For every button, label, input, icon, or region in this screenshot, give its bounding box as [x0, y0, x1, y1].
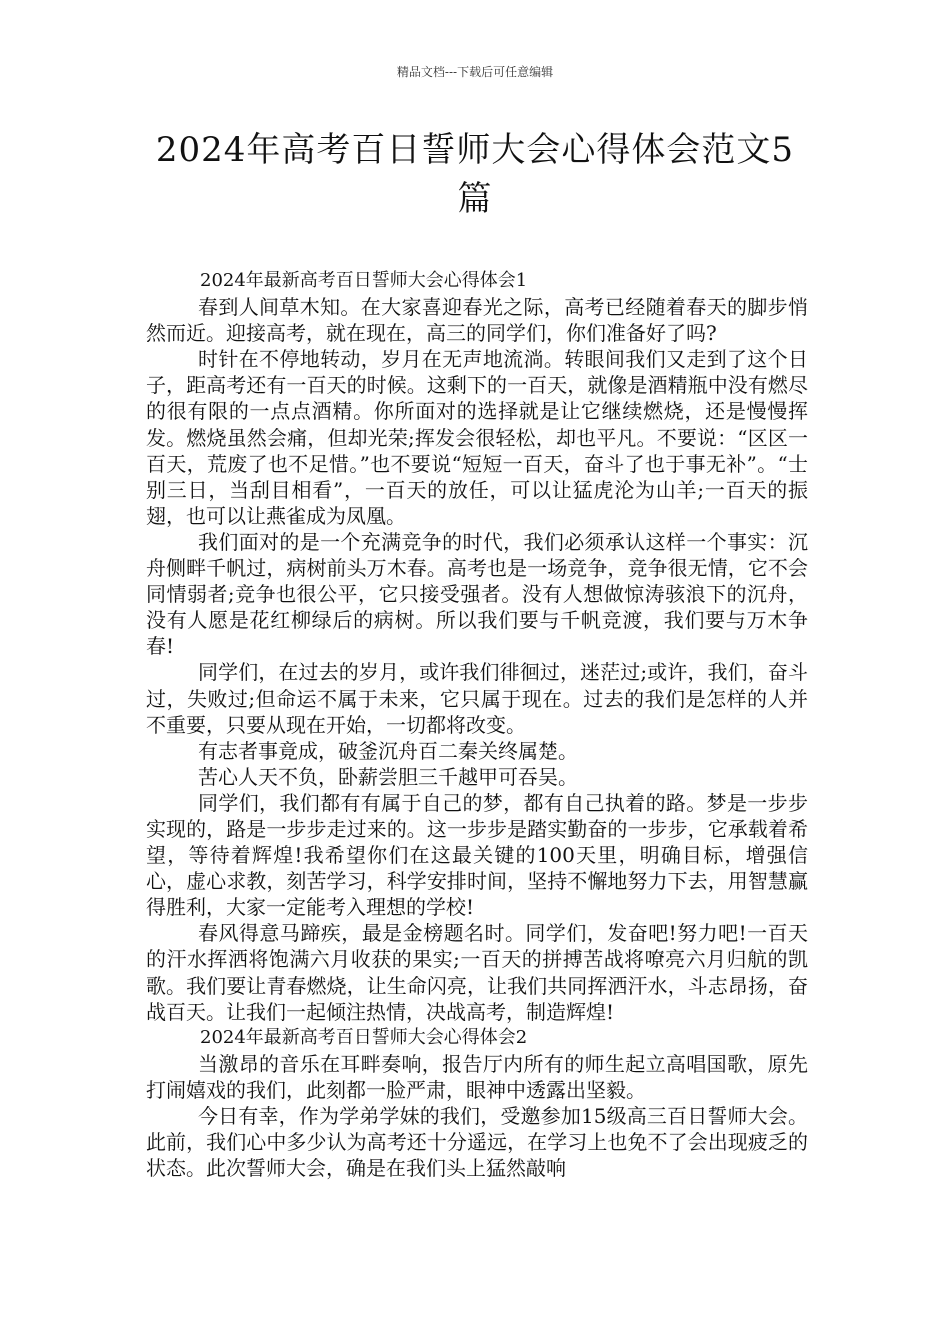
paragraph: 我们面对的是一个充满竞争的时代，我们必须承认这样一个事实：沉舟侧畔千帆过，病树前头万木春。高考也是一场竞争，竞争很无情，它不会同情弱者;竞争也很公平，它只接受强者。没有人想做惊涛骇浪下的沉舟，没有人愿是花红柳绿后的病树。所以我们要与千帆竞渡，我们要与万木争春!	[146, 529, 808, 659]
paragraph: 当激昂的音乐在耳畔奏响，报告厅内所有的师生起立高唱国歌，原先打闹嬉戏的我们，此刻都一脸严肃，眼神中透露出坚毅。	[146, 1051, 808, 1102]
paragraph: 春到人间草木知。在大家喜迎春光之际，高考已经随着春天的脚步悄然而近。迎接高考，就在现在，高三的同学们，你们准备好了吗?	[146, 295, 808, 346]
paragraph: 同学们，在过去的岁月，或许我们徘徊过，迷茫过;或许，我们，奋斗过，失败过;但命运不属于未来，它只属于现在。过去的我们是怎样的人并不重要，只要从现在开始，一切都将改变。	[146, 660, 808, 737]
page-header: 精品文档---下载后可任意编辑	[396, 65, 554, 79]
paragraph: 苦心人天不负，卧薪尝胆三千越甲可吞吴。	[198, 764, 578, 789]
paragraph: 春风得意马蹄疾，最是金榜题名时。同学们，发奋吧!努力吧!一百天的汗水挥洒将饱满六月收获的果实;一百天的拼搏苦战将嘹亮六月归航的凯歌。我们要让青春燃烧，让生命闪亮，让我们共同挥洒汗水，斗志昂扬，奋战百天。让我们一起倾注热情，决战高考，制造辉煌!	[146, 921, 808, 1024]
paragraph: 有志者事竟成，破釜沉舟百二秦关终属楚。	[198, 738, 578, 763]
paragraph: 今日有幸，作为学弟学妹的我们，受邀参加15级高三百日誓师大会。此前，我们心中多少认为高考还十分遥远，在学习上也免不了会出现疲乏的状态。此次誓师大会，确是在我们头上猛然敲响	[146, 1104, 808, 1181]
section-heading-1: 2024年最新高考百日誓师大会心得体会1	[200, 270, 528, 291]
paragraph: 时针在不停地转动，岁月在无声地流淌。转眼间我们又走到了这个日子，距高考还有一百天的时候。这剩下的一百天，就像是酒精瓶中没有燃尽的很有限的一点点酒精。你所面对的选择就是让它继续燃烧，还是慢慢挥发。燃烧虽然会痛，但却光荣;挥发会很轻松，却也平凡。不要说：“区区一百天，荒废了也不足惜。”也不要说“短短一百天，奋斗了也于事无补”。“士别三日，当刮目相看”，一百天的放任，可以让猛虎沦为山羊;一百天的振翅，也可以让燕雀成为凤凰。	[146, 347, 808, 528]
paragraph: 同学们，我们都有有属于自己的梦，都有自己执着的路。梦是一步步实现的，路是一步步走过来的。这一步步是踏实勤奋的一步步，它承载着希望，等待着辉煌!我希望你们在这最关键的100天里，明确目标，增强信心，虚心求教，刻苦学习，科学安排时间，坚持不懈地努力下去，用智慧赢得胜利，大家一定能考入理想的学校!	[146, 790, 808, 920]
document-title: 2024年高考百日誓师大会心得体会范文5篇	[155, 130, 795, 219]
section-heading-2: 2024年最新高考百日誓师大会心得体会2	[200, 1026, 528, 1048]
document-body	[146, 268, 808, 1181]
